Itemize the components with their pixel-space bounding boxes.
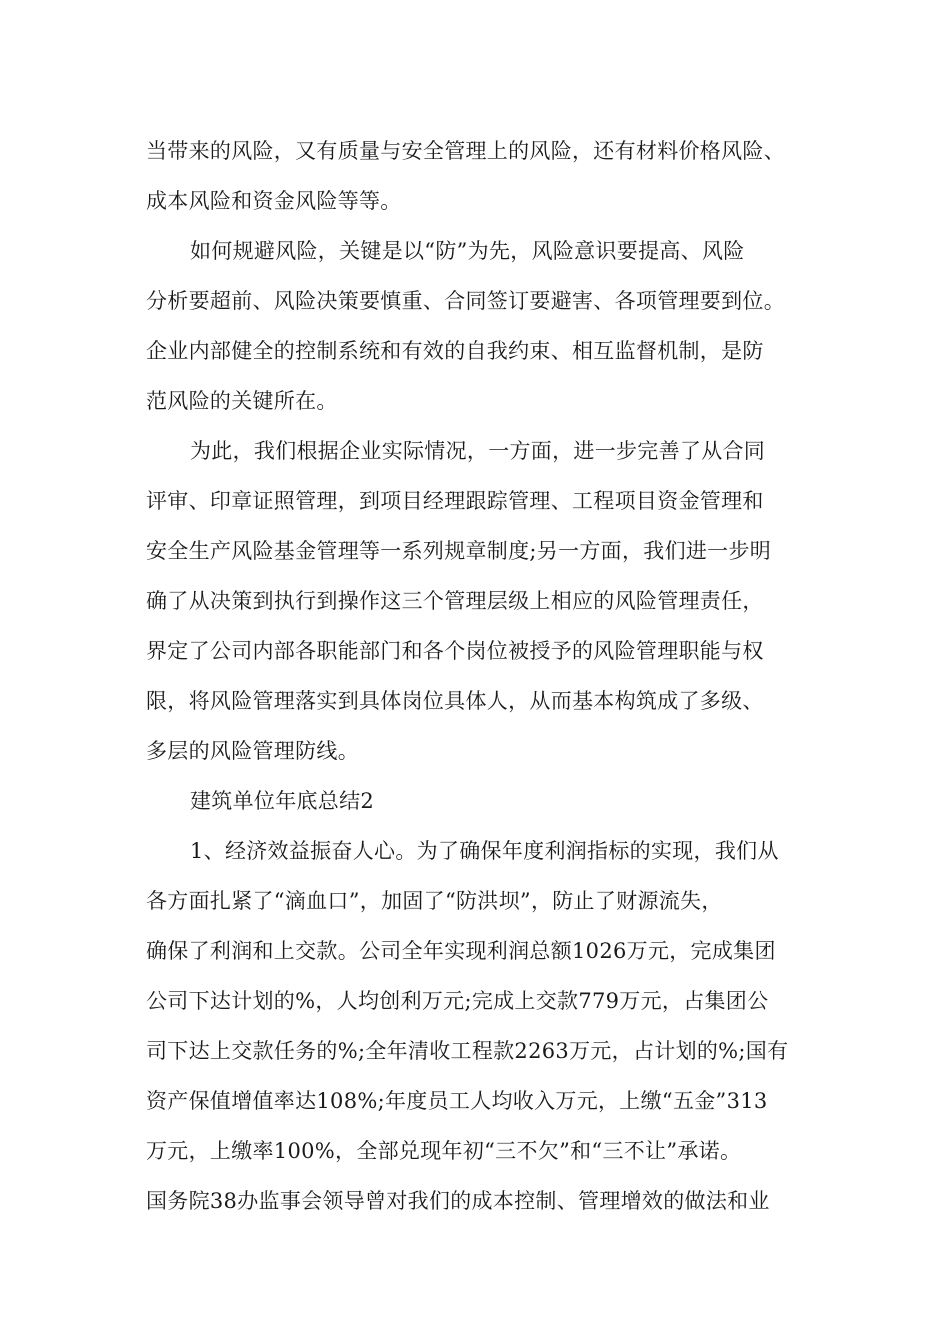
text-line: 1、经济效益振奋人心。为了确保年度利润指标的实现，我们从 <box>190 839 779 863</box>
text-line: 司下达上交款任务的%;全年清收工程款2263万元，占计划的%;国有 <box>146 1039 789 1063</box>
text-line: 如何规避风险，关键是以“防”为先，风险意识要提高、风险 <box>190 239 745 263</box>
text-line: 成本风险和资金风险等等。 <box>146 189 402 213</box>
text-line: 万元，上缴率100%，全部兑现年初“三不欠”和“三不让”承诺。 <box>146 1139 742 1163</box>
text-line: 各方面扎紧了“滴血口”，加固了“防洪坝”，防止了财源流失， <box>146 889 723 913</box>
text-line: 限，将风险管理落实到具体岗位具体人，从而基本构筑成了多级、 <box>146 689 764 713</box>
text-line: 评审、印章证照管理，到项目经理跟踪管理、工程项目资金管理和 <box>146 489 764 513</box>
text-line: 安全生产风险基金管理等一系列规章制度;另一方面，我们进一步明 <box>146 539 772 563</box>
text-line: 确了从决策到执行到操作这三个管理层级上相应的风险管理责任， <box>146 589 764 613</box>
text-line: 确保了利润和上交款。公司全年实现利润总额1026万元，完成集团 <box>146 939 776 963</box>
section-heading: 建筑单位年底总结2 <box>190 789 375 813</box>
text-line: 多层的风险管理防线。 <box>146 739 359 763</box>
text-line: 资产保值增值率达108%;年度员工人均收入万元，上缴“五金”313 <box>146 1089 768 1113</box>
text-line: 界定了公司内部各职能部门和各个岗位被授予的风险管理职能与权 <box>146 639 764 663</box>
text-line: 公司下达计划的%，人均创利万元;完成上交款779万元，占集团公 <box>146 989 769 1013</box>
text-line: 为此，我们根据企业实际情况，一方面，进一步完善了从合同 <box>190 439 766 463</box>
text-line: 国务院38办监事会领导曾对我们的成本控制、管理增效的做法和业 <box>146 1189 770 1213</box>
text-line: 当带来的风险，又有质量与安全管理上的风险，还有材料价格风险、 <box>146 139 785 163</box>
text-line: 分析要超前、风险决策要慎重、合同签订要避害、各项管理要到位。 <box>146 289 785 313</box>
text-line: 范风险的关键所在。 <box>146 389 338 413</box>
text-line: 企业内部健全的控制系统和有效的自我约束、相互监督机制，是防 <box>146 339 764 363</box>
